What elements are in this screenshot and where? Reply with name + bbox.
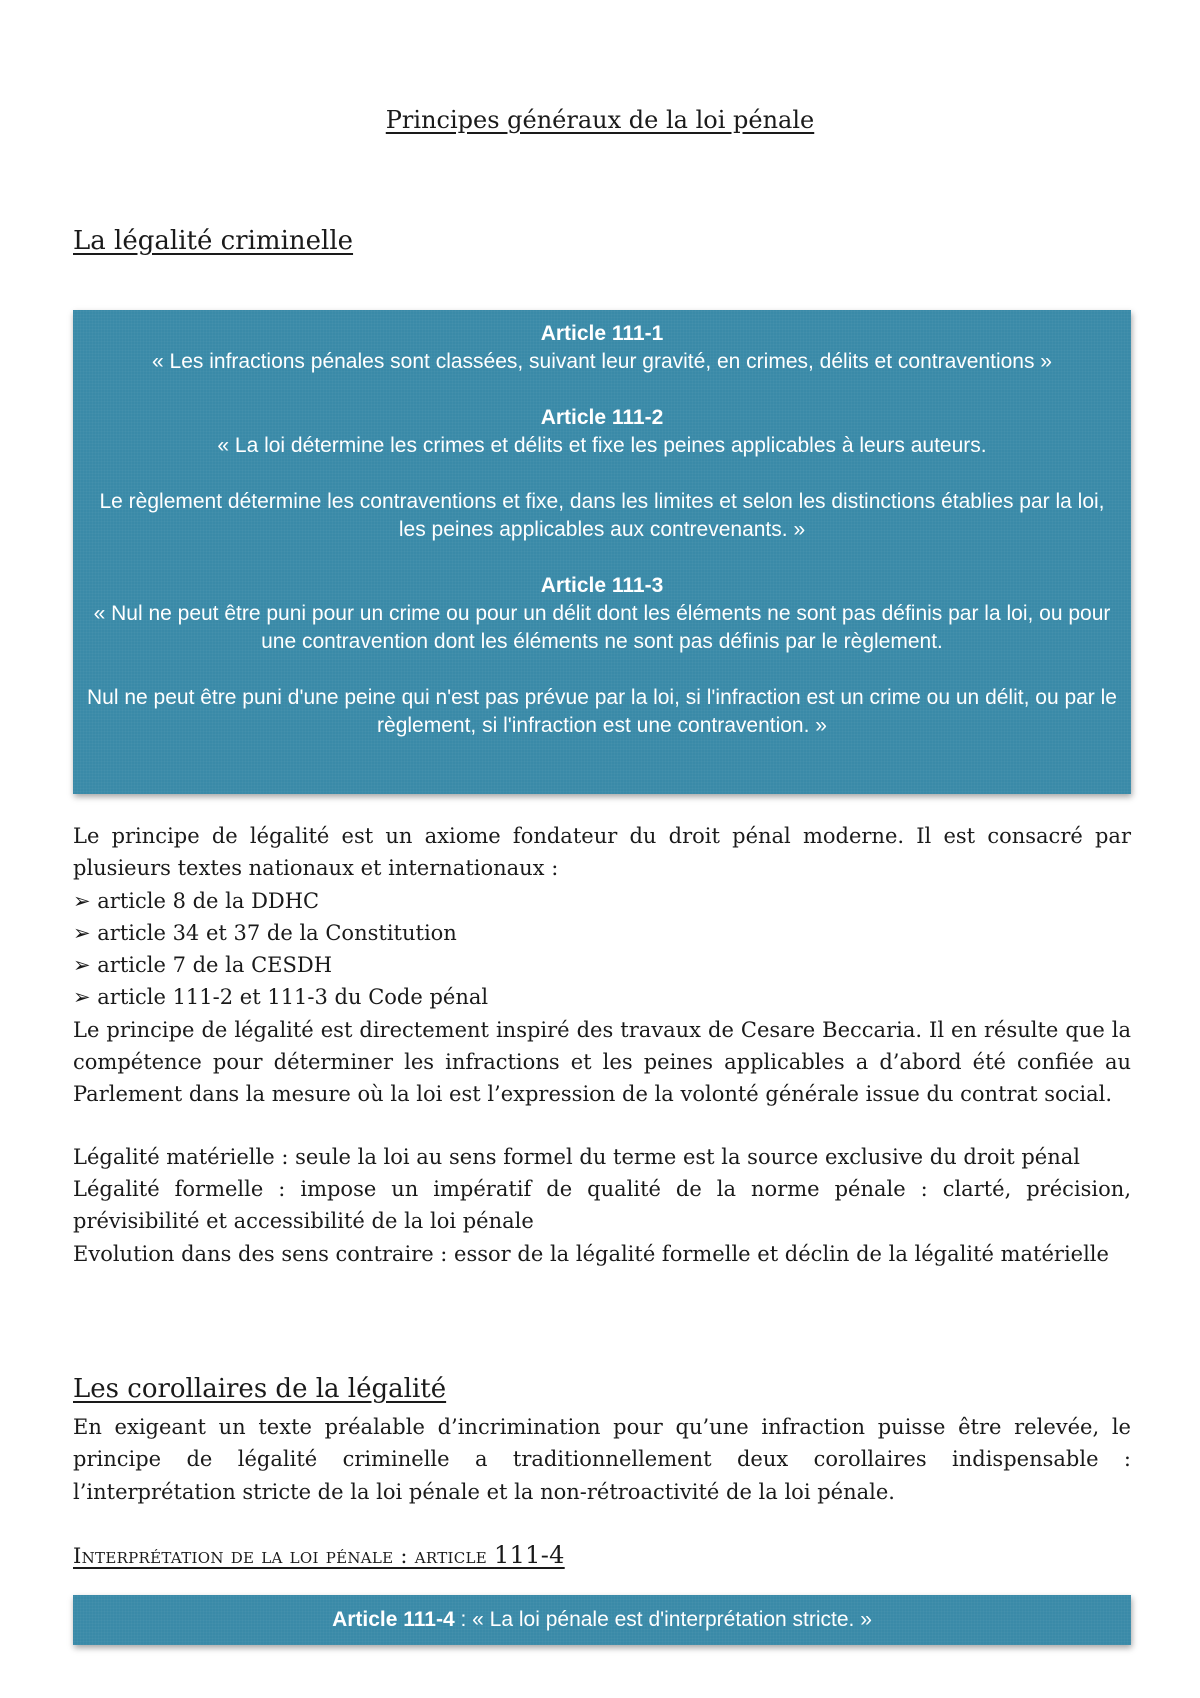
articles-box bbox=[73, 310, 1131, 794]
article-111-3-text-1: « Nul ne peut être puni pour un crime ou pour un délit dont les éléments ne sont pas définis par la loi, ou pour une contravention dont les éléments ne sont pas définis par le règlement. bbox=[93, 602, 1111, 653]
article-111-2-title: Article 111-2 bbox=[540, 406, 664, 429]
sub-heading-interpretation bbox=[73, 1541, 565, 1569]
legalite-body bbox=[73, 820, 1131, 1270]
article-111-2-text-1: « La loi détermine les crimes et délits et fixe les peines applicables à leurs auteurs. bbox=[217, 434, 987, 457]
list-item: ➢ article 8 de la DDHC bbox=[73, 885, 1131, 917]
article-111-1-text: « Les infractions pénales sont classées, suivant leur gravité, en crimes, délits et contraventions » bbox=[152, 350, 1052, 373]
beccaria-paragraph: Le principe de légalité est directement inspiré des travaux de Cesare Beccaria. Il en résulte que la compétence pour déterminer les infractions et les peines applicables a d’abord été confiée au Parlement dans la mesure où la loi est l’expression de la volonté générale issue du contrat social. bbox=[73, 1017, 1131, 1107]
article-111-4-title: Article 111-4 bbox=[332, 1608, 455, 1631]
section-heading-corollaires: Les corollaires de la légalité bbox=[73, 1374, 447, 1404]
article-111-4-box bbox=[73, 1595, 1131, 1645]
list-item: ➢ article 7 de la CESDH bbox=[73, 949, 1131, 981]
list-item: ➢ article 34 et 37 de la Constitution bbox=[73, 917, 1131, 949]
corollaires-body bbox=[73, 1411, 1131, 1508]
legalite-materielle-paragraph: Légalité matérielle : seule la loi au sens formel du terme est la source exclusive du droit pénal bbox=[73, 1144, 1080, 1169]
section-heading-legalite: La légalité criminelle bbox=[73, 226, 354, 256]
article-111-1-title: Article 111-1 bbox=[540, 322, 664, 345]
list-item: ➢ article 111-2 et 111-3 du Code pénal bbox=[73, 981, 1131, 1013]
intro-paragraph: Le principe de légalité est un axiome fondateur du droit pénal moderne. Il est consacré par plusieurs textes nationaux et internationaux : bbox=[73, 824, 1131, 881]
article-111-3-text-2: Nul ne peut être puni d'une peine qui n'est pas prévue par la loi, si l'infraction est un crime ou un délit, ou par le règlement, si l'infraction est une contravention. » bbox=[87, 686, 1117, 737]
legalite-formelle-paragraph: Légalité formelle : impose un impératif de qualité de la norme pénale : clarté, précision, prévisibilité et accessibilité de la loi pénale bbox=[73, 1176, 1131, 1234]
page-title: Principes généraux de la loi pénale bbox=[385, 106, 815, 134]
article-111-3-title: Article 111-3 bbox=[540, 574, 664, 597]
sub-heading-text: Interprétation de la loi pénale : article bbox=[73, 1544, 495, 1568]
corollaires-paragraph: En exigeant un texte préalable d’incrimination pour qu’une infraction puisse être relevée, le principe de légalité criminelle a traditionnellement deux corollaires indispensable : l’interprétation stricte de la loi pénale et la non-rétroactivité de la loi pénale. bbox=[73, 1415, 1131, 1504]
article-111-2-text-2: Le règlement détermine les contraventions et fixe, dans les limites et selon les distinctions établies par la loi, les peines applicables aux contrevenants. » bbox=[99, 490, 1105, 541]
evolution-paragraph: Evolution dans des sens contraire : essor de la légalité formelle et déclin de la légalité matérielle bbox=[73, 1241, 1109, 1266]
article-111-4-text: : « La loi pénale est d'interprétation stricte. » bbox=[454, 1608, 872, 1631]
sub-heading-article-number: 111-4 bbox=[494, 1541, 565, 1569]
